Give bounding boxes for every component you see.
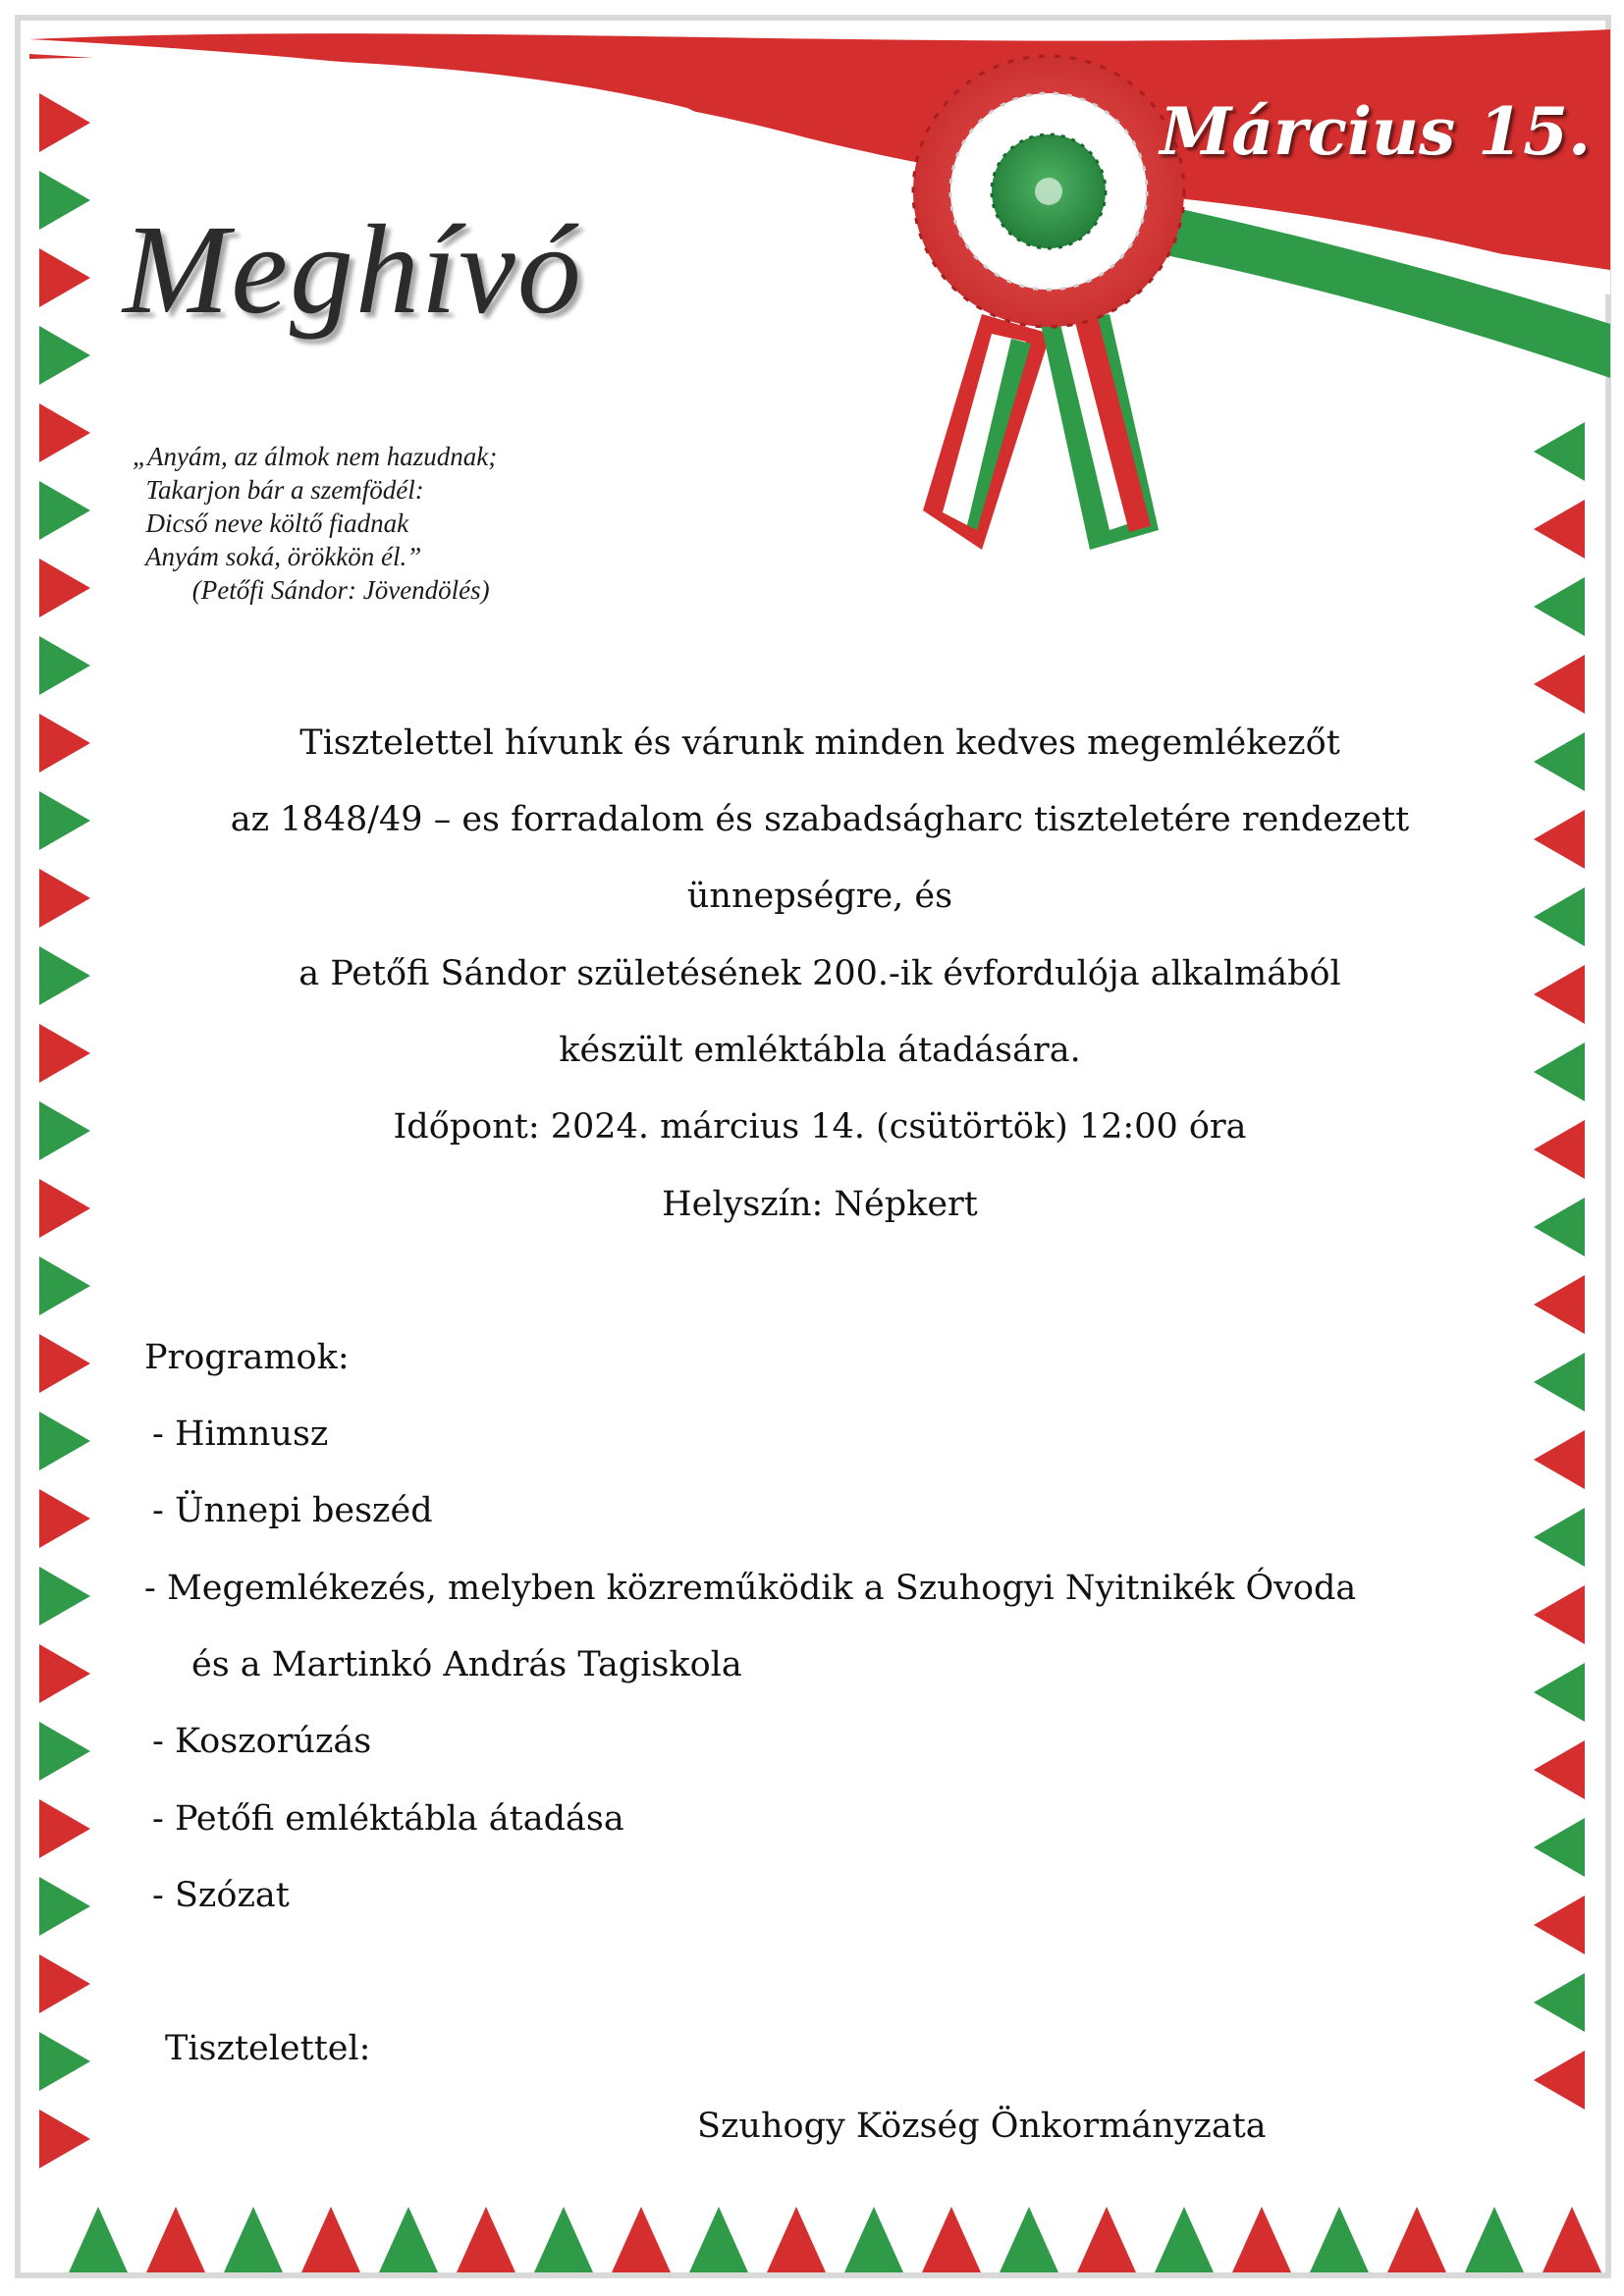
border-triangle: [922, 2207, 981, 2272]
border-triangle: [1534, 1430, 1585, 1489]
border-triangle: [1534, 1818, 1585, 1877]
border-triangle: [844, 2207, 903, 2272]
border-triangle: [1534, 1740, 1585, 1799]
border-triangle: [1534, 1353, 1585, 1412]
border-triangle: [1534, 422, 1585, 481]
border-triangle: [379, 2207, 438, 2272]
border-triangle: [39, 2109, 90, 2168]
program-item: - Himnusz: [152, 1415, 329, 1454]
border-triangle: [39, 171, 90, 230]
border-triangle: [1534, 1120, 1585, 1179]
border-triangle: [1155, 2207, 1214, 2272]
border-triangle: [301, 2207, 360, 2272]
border-triangle: [39, 636, 90, 695]
border-triangle: [612, 2207, 671, 2272]
border-triangle: [1534, 1896, 1585, 1954]
border-triangle: [39, 1256, 90, 1315]
border-triangle: [224, 2207, 283, 2272]
quote-attribution: (Petőfi Sándor: Jövendölés): [133, 575, 490, 605]
border-right-triangles: [1534, 422, 1585, 2109]
border-triangle: [39, 326, 90, 385]
border-triangle: [39, 1334, 90, 1393]
border-triangle: [1534, 732, 1585, 791]
border-triangle: [1534, 965, 1585, 1024]
border-triangle: [39, 559, 90, 617]
border-triangle: [39, 403, 90, 462]
border-triangle: [1077, 2207, 1136, 2272]
border-triangle: [1534, 1198, 1585, 1256]
program-item: - Szózat: [152, 1876, 290, 1915]
page-frame: [18, 18, 1608, 2275]
invitation-title: Meghívó: [123, 199, 583, 341]
program-item: - Petőfi emléktábla átadása: [152, 1799, 624, 1839]
program-item: - Koszorúzás: [152, 1722, 372, 1761]
programs-heading: Programok:: [144, 1338, 350, 1377]
invitation-line: a Petőfi Sándor születésének 200.-ik évfordulója alkalmából: [298, 954, 1341, 993]
border-triangle: [1534, 655, 1585, 714]
border-triangle: [1534, 1663, 1585, 1722]
border-triangle: [1534, 1042, 1585, 1101]
date-title: Március 15.: [1160, 93, 1591, 170]
border-triangle: [534, 2207, 593, 2272]
event-time: Időpont: 2024. március 14. (csütörtök) 12:00 óra: [393, 1107, 1247, 1147]
border-triangle: [39, 1024, 90, 1083]
border-triangle: [39, 1567, 90, 1626]
quote-line: „Anyám, az álmok nem hazudnak;: [133, 442, 498, 471]
border-triangle: [39, 248, 90, 307]
invitation-line: Tisztelettel hívunk és várunk minden kedves megemlékezőt: [299, 723, 1340, 763]
event-location: Helyszín: Népkert: [662, 1185, 978, 1224]
invitation-line: az 1848/49 – es forradalom és szabadságharc tiszteletére rendezett: [230, 800, 1410, 839]
border-triangle: [39, 2032, 90, 2091]
border-triangle: [1534, 2051, 1585, 2109]
border-triangle: [1534, 810, 1585, 869]
border-triangle: [39, 1954, 90, 2013]
border-triangle: [1465, 2207, 1524, 2272]
border-triangle: [1543, 2207, 1601, 2272]
border-triangle: [39, 1644, 90, 1703]
quote-line: Takarjon bár a szemfödél:: [133, 475, 424, 505]
signature: Szuhogy Község Önkormányzata: [697, 2107, 1267, 2146]
invitation-line: ünnepségre, és: [686, 877, 953, 916]
border-triangle: [39, 1412, 90, 1470]
border-triangle: [69, 2207, 128, 2272]
closing-greeting: Tisztelettel:: [165, 2029, 371, 2068]
border-triangle: [39, 1799, 90, 1858]
border-triangle: [39, 869, 90, 928]
border-triangle: [457, 2207, 515, 2272]
border-triangle: [1000, 2207, 1058, 2272]
border-triangle: [689, 2207, 748, 2272]
border-triangle: [1534, 577, 1585, 636]
border-triangle: [39, 93, 90, 152]
border-triangle: [1387, 2207, 1446, 2272]
border-triangle: [39, 791, 90, 850]
program-item: - Megemlékezés, melyben közreműködik a Szuhogyi Nyitnikék Óvoda: [144, 1569, 1357, 1608]
border-triangle: [1534, 1275, 1585, 1334]
quote-line: Anyám soká, örökkön él.”: [133, 542, 422, 571]
border-triangle: [39, 1179, 90, 1238]
border-triangle: [1534, 1508, 1585, 1567]
border-triangle: [39, 481, 90, 540]
border-triangle: [1310, 2207, 1369, 2272]
border-triangle: [146, 2207, 205, 2272]
border-triangle: [1534, 1973, 1585, 2032]
border-bottom-triangles: [69, 2207, 1601, 2272]
quote-line: Dicső neve költő fiadnak: [133, 508, 409, 538]
border-triangle: [39, 1489, 90, 1548]
border-triangle: [1534, 1585, 1585, 1644]
border-triangle: [39, 1877, 90, 1936]
invitation-line: készült emléktábla átadására.: [559, 1031, 1081, 1070]
border-triangle: [1534, 887, 1585, 946]
border-triangle: [39, 714, 90, 773]
border-triangle: [1534, 500, 1585, 559]
program-item-continuation: és a Martinkó András Tagiskola: [191, 1645, 742, 1684]
border-triangle: [39, 1101, 90, 1160]
poem-quote: [133, 440, 497, 607]
border-triangle: [767, 2207, 826, 2272]
border-triangle: [1232, 2207, 1291, 2272]
border-left-triangles: [39, 93, 90, 2168]
program-item: - Ünnepi beszéd: [152, 1491, 433, 1530]
border-triangle: [39, 1722, 90, 1781]
border-triangle: [39, 946, 90, 1005]
